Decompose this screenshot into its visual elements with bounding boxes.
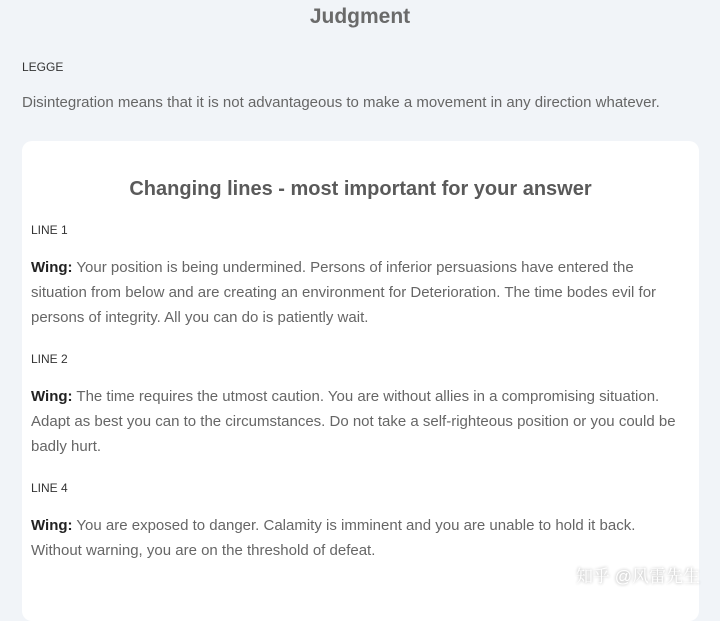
legge-text: Disintegration means that it is not advantageous to make a movement in any direction whatever.: [22, 94, 660, 111]
wing-label: Wing:: [31, 259, 73, 276]
watermark: 知乎 @风雷先生: [576, 567, 700, 586]
legge-label: LEGGE: [22, 60, 64, 74]
line-description: Your position is being undermined. Persons of inferior persuasions have entered the situation from below and are creating an environment for Deterioration. The time bodes evil for persons of integrity. All you can do is patiently wait.: [31, 259, 657, 326]
line-description: The time requires the utmost caution. You are without allies in a compromising situation. Adapt as best you can to the circumstances. Do not take a self-righteous position or you could be badly hurt.: [31, 388, 676, 455]
line-text: [31, 513, 679, 563]
line-text: [31, 384, 679, 459]
wing-label: Wing:: [31, 517, 73, 534]
line-text: [31, 255, 679, 330]
wing-label: Wing:: [31, 388, 73, 405]
line-label: LINE 2: [31, 352, 68, 366]
line-1-block: [31, 223, 679, 330]
line-4-block: [31, 481, 679, 563]
changing-lines-card: [22, 141, 699, 621]
changing-lines-title: Changing lines - most important for your answer: [129, 178, 592, 200]
line-label: LINE 4: [31, 481, 68, 495]
line-label: LINE 1: [31, 223, 68, 237]
line-description: You are exposed to danger. Calamity is imminent and you are unable to hold it back. Without warning, you are on the threshold of defeat.: [31, 517, 636, 559]
page-title: Judgment: [309, 5, 411, 28]
line-2-block: [31, 352, 679, 459]
